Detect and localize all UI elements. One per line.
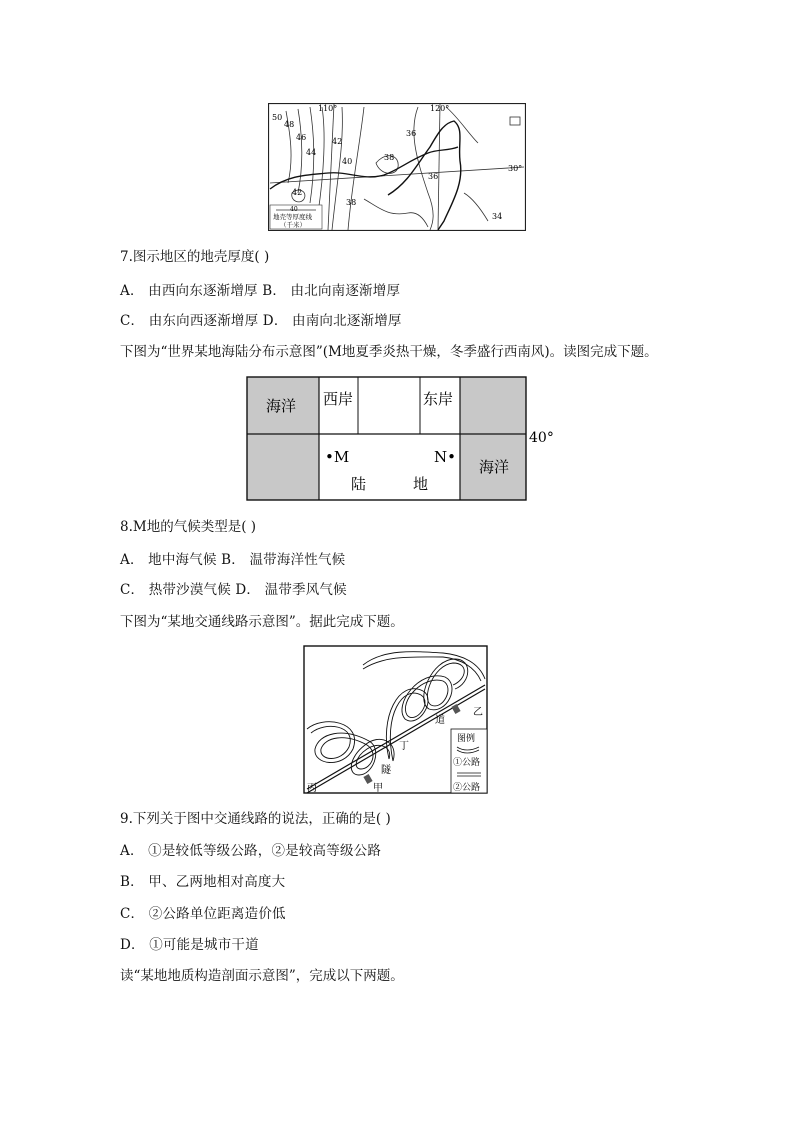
- tunnel-label-sui: 隧: [381, 765, 391, 776]
- place-yi: 乙: [473, 707, 483, 718]
- question-9-option-a: A． ①是较低等级公路，②是较高等级公路: [120, 843, 382, 859]
- question-9-option-d: D． ①可能是城市干道: [120, 937, 259, 953]
- contour-label: 44: [306, 148, 317, 157]
- longitude-label: 120°: [430, 104, 450, 113]
- legend-value: 40: [290, 206, 298, 213]
- contour-label: 48: [284, 120, 295, 129]
- question-9-stem: 9.下列关于图中交通线路的说法，正确的是( ): [120, 811, 391, 827]
- point-n-label: N•: [434, 448, 456, 466]
- question-8-intro: 下图为“世界某地海陆分布示意图”(M地夏季炎热干燥，冬季盛行西南风)。读图完成下题。: [120, 344, 658, 360]
- question-10-intro: 读“某地地质构造剖面示意图”，完成以下两题。: [120, 968, 404, 984]
- transport-route-map: [303, 645, 489, 795]
- contour-label: 42: [332, 137, 343, 146]
- question-8-options-ab: A． 地中海气候 B． 温带海洋性气候: [120, 552, 346, 568]
- tunnel-label-dao: 道: [435, 715, 445, 726]
- contour-label: 36: [406, 129, 417, 138]
- point-m-label: •M: [325, 448, 350, 466]
- land-label-1: 陆: [351, 475, 367, 493]
- contour-label: 42: [292, 188, 303, 197]
- legend-line1: 地壳等厚度线: [273, 213, 312, 221]
- contour-label: 38: [384, 153, 395, 162]
- place-ding: 丁: [399, 741, 409, 752]
- map-legend: [270, 205, 322, 229]
- contour-label: 38: [346, 198, 357, 207]
- question-8-options-cd: C． 热带沙漠气候 D． 温带季风气候: [120, 582, 347, 598]
- question-7-options-cd: C． 由东向西逐渐增厚 D． 由南向北逐渐增厚: [120, 313, 402, 329]
- question-9-option-b: B． 甲、乙两地相对高度大: [120, 874, 286, 890]
- legend-title: 图例: [457, 734, 476, 744]
- place-bing: 丙: [307, 783, 317, 794]
- legend-road-2: ②公路: [453, 783, 481, 793]
- ocean-label-right: 海洋: [479, 458, 510, 476]
- question-7-options-ab: A． 由西向东逐渐增厚 B． 由北向南逐渐增厚: [120, 283, 401, 299]
- question-9-option-c: C． ②公路单位距离造价低: [120, 906, 286, 922]
- legend-line2: （千米）: [280, 221, 306, 229]
- contour-label: 50: [272, 113, 283, 122]
- latitude-label: 30°: [508, 164, 523, 173]
- contour-label: 34: [492, 212, 503, 221]
- legend-road-1: ①公路: [453, 758, 481, 768]
- contour-label: 46: [296, 133, 307, 142]
- land-sea-map: [246, 376, 566, 502]
- east-coast-label: 东岸: [423, 390, 454, 408]
- route-legend: [451, 729, 487, 793]
- question-7-stem: 7.图示地区的地壳厚度( ): [120, 249, 270, 265]
- west-coast-label: 西岸: [323, 390, 354, 408]
- land-label-2: 地: [413, 475, 429, 493]
- latitude-label: 40°: [529, 430, 554, 446]
- place-jia: 甲: [373, 783, 383, 794]
- ocean-label-left: 海洋: [266, 397, 297, 415]
- question-8-stem: 8.M地的气候类型是( ): [120, 519, 257, 535]
- contour-label: 40: [342, 157, 353, 166]
- contour-label: 36: [428, 172, 439, 181]
- crust-thickness-map: [268, 103, 526, 231]
- question-9-intro: 下图为“某地交通线路示意图”。据此完成下题。: [120, 614, 404, 630]
- longitude-label: 110°: [318, 104, 338, 113]
